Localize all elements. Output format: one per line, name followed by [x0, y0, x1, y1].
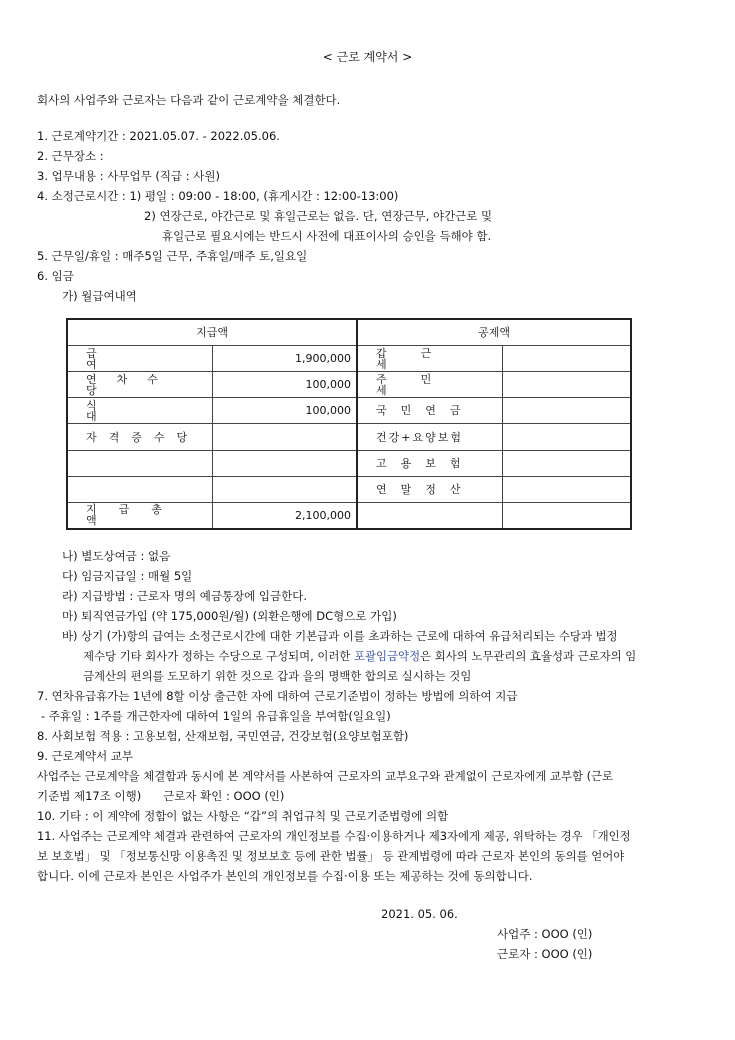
- wage-table: [66, 318, 632, 530]
- clause-6f-line-1: 바) 상기 (가)항의 급여는 소정근로시간에 대한 기본급과 이를 초과하는 근로에 대하여 유급처리되는 수당과 법정: [62, 629, 618, 643]
- pay-label: 급여: [67, 346, 212, 372]
- intro-text: 회사의 사업주와 근로자는 다음과 같이 근로계약을 체결한다.: [37, 93, 341, 107]
- employer-signature: 사업주 : OOO (인): [497, 927, 593, 941]
- clause-6e-pension: 마) 퇴직연금가입 (약 175,000원/월) (외환은행에 DC형으로 가입): [62, 609, 397, 623]
- deduct-label: 국민연금: [357, 398, 502, 424]
- clause-10-other: 10. 기타 : 이 계약에 정함이 없는 사항은 “갑”의 취업규칙 및 근로기준법령에 의함: [37, 809, 449, 823]
- pay-label: 연차수당: [67, 372, 212, 398]
- deduct-value: [502, 398, 631, 424]
- employee-signature: 근로자 : OOO (인): [497, 947, 593, 961]
- clause-9-delivery: 9. 근로계약서 교부: [37, 749, 134, 763]
- pay-header: 지급액: [67, 319, 357, 346]
- clause-6b-bonus: 나) 별도상여금 : 없음: [62, 549, 171, 563]
- pay-value: 100,000: [212, 398, 357, 424]
- clause-4-overtime-line-1: 2) 연장근로, 야간근로 및 휴일근로는 없음. 단, 연장근무, 야간근로 및: [144, 209, 493, 223]
- pay-label: 식대: [67, 398, 212, 424]
- deduct-value: [502, 476, 631, 502]
- deduct-label: 건강+요양보험: [357, 424, 502, 450]
- clause-7-weekly-holiday: - 주휴일 : 1주를 개근한자에 대하여 1일의 유급휴일을 부여함(일요일): [41, 709, 391, 723]
- pay-value: 1,900,000: [212, 346, 357, 372]
- deduct-label: 갑근세: [357, 346, 502, 372]
- clause-1-contract-period: 1. 근로계약기간 : 2021.05.07. - 2022.05.06.: [37, 129, 280, 143]
- table-row: [67, 346, 631, 372]
- deduct-value: [502, 424, 631, 450]
- clause-9-line-2: 기준법 제17조 이행) 근로자 확인 : OOO (인): [37, 789, 285, 803]
- deduct-label: 연말정산: [357, 476, 502, 502]
- comprehensive-wage-term: 포괄임금약정: [354, 649, 421, 663]
- table-row: [67, 502, 631, 529]
- deduct-value: [502, 450, 631, 476]
- clause-5-workdays: 5. 근무일/휴일 : 매주5일 근무, 주휴일/매주 토,일요일: [37, 249, 308, 263]
- pay-label: 자격증수당: [67, 424, 212, 450]
- pay-value: 100,000: [212, 372, 357, 398]
- pay-label: [67, 476, 212, 502]
- table-row: [67, 372, 631, 398]
- deduct-label: 고용보험: [357, 450, 502, 476]
- table-row: [67, 450, 631, 476]
- pay-value: [212, 424, 357, 450]
- document-title: < 근로 계약서 >: [322, 50, 413, 64]
- clause-4-overtime-line-2: 휴일근로 필요시에는 반드시 사전에 대표이사의 승인을 득해야 함.: [162, 229, 492, 243]
- deduct-header: 공제액: [357, 319, 631, 346]
- deduct-label: [357, 502, 502, 529]
- clause-6f-line-2: 제수당 기타 회사가 정하는 수당으로 구성되며, 이러한 포괄임금약정은 회사의 노무관리의 효율성과 근로자의 임: [83, 649, 637, 663]
- pay-value: [212, 476, 357, 502]
- table-row: [67, 424, 631, 450]
- pay-total-label: 지급총액: [67, 502, 212, 529]
- clause-11-line-3: 합니다. 이에 근로자 본인은 사업주가 본인의 개인정보를 수집·이용 또는 제공하는 것에 동의합니다.: [37, 869, 533, 883]
- clause-7-annual-leave: 7. 연차유급휴가는 1년에 8할 이상 출근한 자에 대하여 근로기준법이 정하는 방법에 의하여 지급: [37, 689, 518, 703]
- clause-9-line-1: 사업주는 근로계약을 체결함과 동시에 본 계약서를 사본하여 근로자의 교부요구와 관계없이 근로자에게 교부함 (근로: [37, 769, 614, 783]
- clause-11-line-1: 11. 사업주는 근로계약 체결과 관련하여 근로자의 개인정보를 수집·이용하거나 제3자에게 제공, 위탁하는 경우 「개인정: [37, 829, 631, 843]
- clause-4-working-hours: 4. 소정근로시간 : 1) 평일 : 09:00 - 18:00, (휴게시간 : 12:00-13:00): [37, 189, 399, 203]
- deduct-label: 주민세: [357, 372, 502, 398]
- contract-date: 2021. 05. 06.: [381, 907, 458, 921]
- clause-11-line-2: 보 보호법」 및 「정보통신망 이용촉진 및 정보보호 등에 관한 법률」 등 관계법령에 따라 근로자 본인의 동의를 얻어야: [37, 849, 625, 863]
- clause-6d-payment-method: 라) 지급방법 : 근로자 명의 예금통장에 입금한다.: [62, 589, 308, 603]
- clause-6f-line-3: 금계산의 편의를 도모하기 위한 것으로 갑과 을의 명백한 합의로 실시하는 것임: [83, 669, 472, 683]
- clause-6-wage: 6. 임금: [37, 269, 74, 283]
- deduct-value: [502, 502, 631, 529]
- deduct-value: [502, 346, 631, 372]
- table-row: [67, 398, 631, 424]
- pay-value: [212, 450, 357, 476]
- clause-6c-payday: 다) 임금지급일 : 매월 5일: [62, 569, 193, 583]
- clause-2-workplace: 2. 근무장소 :: [37, 149, 104, 163]
- pay-label: [67, 450, 212, 476]
- pay-total-value: 2,100,000: [212, 502, 357, 529]
- table-row: [67, 476, 631, 502]
- clause-3-duties: 3. 업무내용 : 사무업무 (직급 : 사원): [37, 169, 220, 183]
- clause-8-social-insurance: 8. 사회보험 적용 : 고용보험, 산재보험, 국민연금, 건강보험(요양보험포함): [37, 729, 409, 743]
- deduct-value: [502, 372, 631, 398]
- clause-6a-monthly-pay: 가) 월급여내역: [62, 289, 137, 303]
